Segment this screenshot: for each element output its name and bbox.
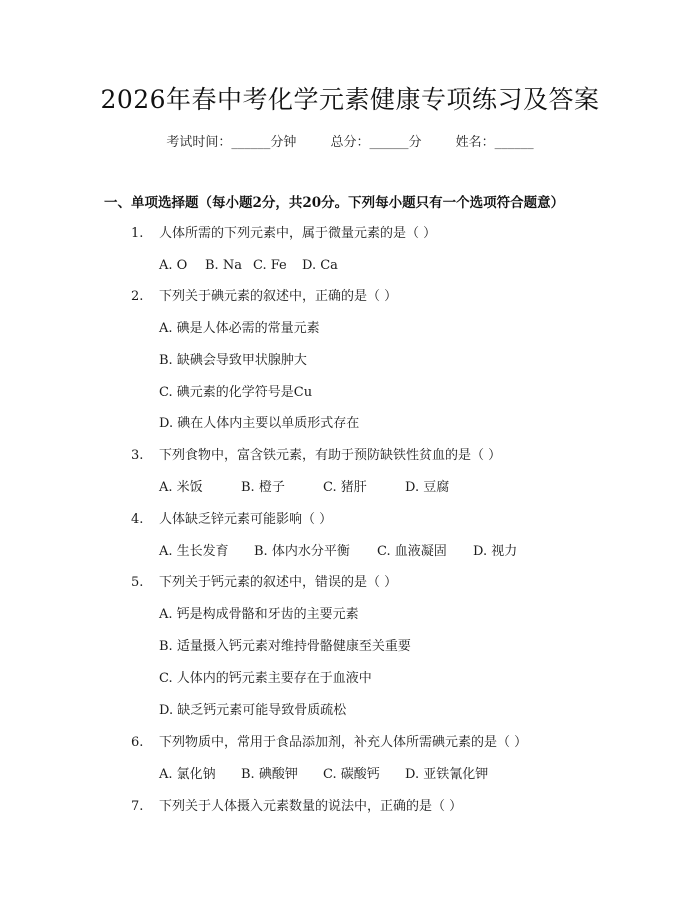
question-number: 6. [131, 735, 144, 750]
question-number: 3. [131, 448, 144, 463]
section-heading: 一、单项选择题（每小题2分，共20分。下列每小题只有一个选项符合题意） [104, 195, 565, 211]
option: B. 缺碘会导致甲状腺肿大 [159, 353, 307, 368]
question-number: 1. [131, 226, 144, 241]
option-row [159, 479, 449, 497]
option: D. 视力 [473, 544, 518, 559]
question-number: 7. [131, 799, 144, 814]
option: D. 亚铁氰化钾 [405, 767, 489, 782]
exam-score: 总分：______分 [330, 135, 422, 150]
option: C. 碘元素的化学符号是Cu [159, 385, 313, 400]
question-stem [131, 574, 397, 592]
option: C. 猪肝 [323, 480, 367, 495]
question-text: 人体所需的下列元素中，属于微量元素的是（ ） [159, 226, 437, 241]
option: A. 氯化钠 [159, 767, 216, 782]
question-stem [131, 734, 527, 752]
option: A. 生长发育 [159, 544, 229, 559]
option: C. 碳酸钙 [323, 767, 380, 782]
option: C. 人体内的钙元素主要存在于血液中 [159, 671, 372, 686]
option: B. 碘酸钾 [241, 767, 298, 782]
question-stem [131, 798, 462, 816]
question-text: 下列食物中，富含铁元素，有助于预防缺铁性贫血的是（ ） [159, 448, 502, 463]
option: A. 钙是构成骨骼和牙齿的主要元素 [159, 607, 359, 622]
option: A. O [159, 258, 188, 273]
option: B. Na [205, 258, 242, 273]
option-row [159, 543, 517, 561]
question-stem [131, 447, 501, 465]
option: B. 橙子 [241, 480, 285, 495]
question-text: 人体缺乏锌元素可能影响（ ） [159, 512, 333, 527]
exam-info [0, 131, 700, 150]
question-text: 下列关于碘元素的叙述中，正确的是（ ） [159, 289, 398, 304]
option: B. 适量摄入钙元素对维持骨骼健康至关重要 [159, 639, 411, 654]
question-stem [131, 511, 332, 529]
option: A. 碘是人体必需的常量元素 [159, 321, 320, 336]
page-title: 2026年春中考化学元素健康专项练习及答案 [100, 85, 600, 114]
option-row [159, 766, 488, 784]
option: C. 血液凝固 [377, 544, 447, 559]
option: D. 豆腐 [405, 480, 450, 495]
option: D. 缺乏钙元素可能导致骨质疏松 [159, 703, 347, 718]
option: B. 体内水分平衡 [254, 544, 350, 559]
question-number: 2. [131, 289, 144, 304]
option-row [159, 257, 338, 275]
option: C. Fe [253, 258, 287, 273]
exam-time: 考试时间：______分钟 [166, 135, 297, 150]
question-text: 下列关于人体摄入元素数量的说法中，正确的是（ ） [159, 799, 463, 814]
question-stem [131, 225, 436, 243]
option: D. Ca [302, 258, 338, 273]
question-number: 4. [131, 512, 144, 527]
question-text: 下列关于钙元素的叙述中，错误的是（ ） [159, 575, 398, 590]
option: D. 碘在人体内主要以单质形式存在 [159, 416, 360, 431]
question-text: 下列物质中，常用于食品添加剂，补充人体所需碘元素的是（ ） [159, 735, 528, 750]
exam-name: 姓名：______ [455, 135, 534, 150]
question-number: 5. [131, 575, 144, 590]
option: A. 米饭 [159, 480, 203, 495]
question-stem [131, 288, 397, 306]
